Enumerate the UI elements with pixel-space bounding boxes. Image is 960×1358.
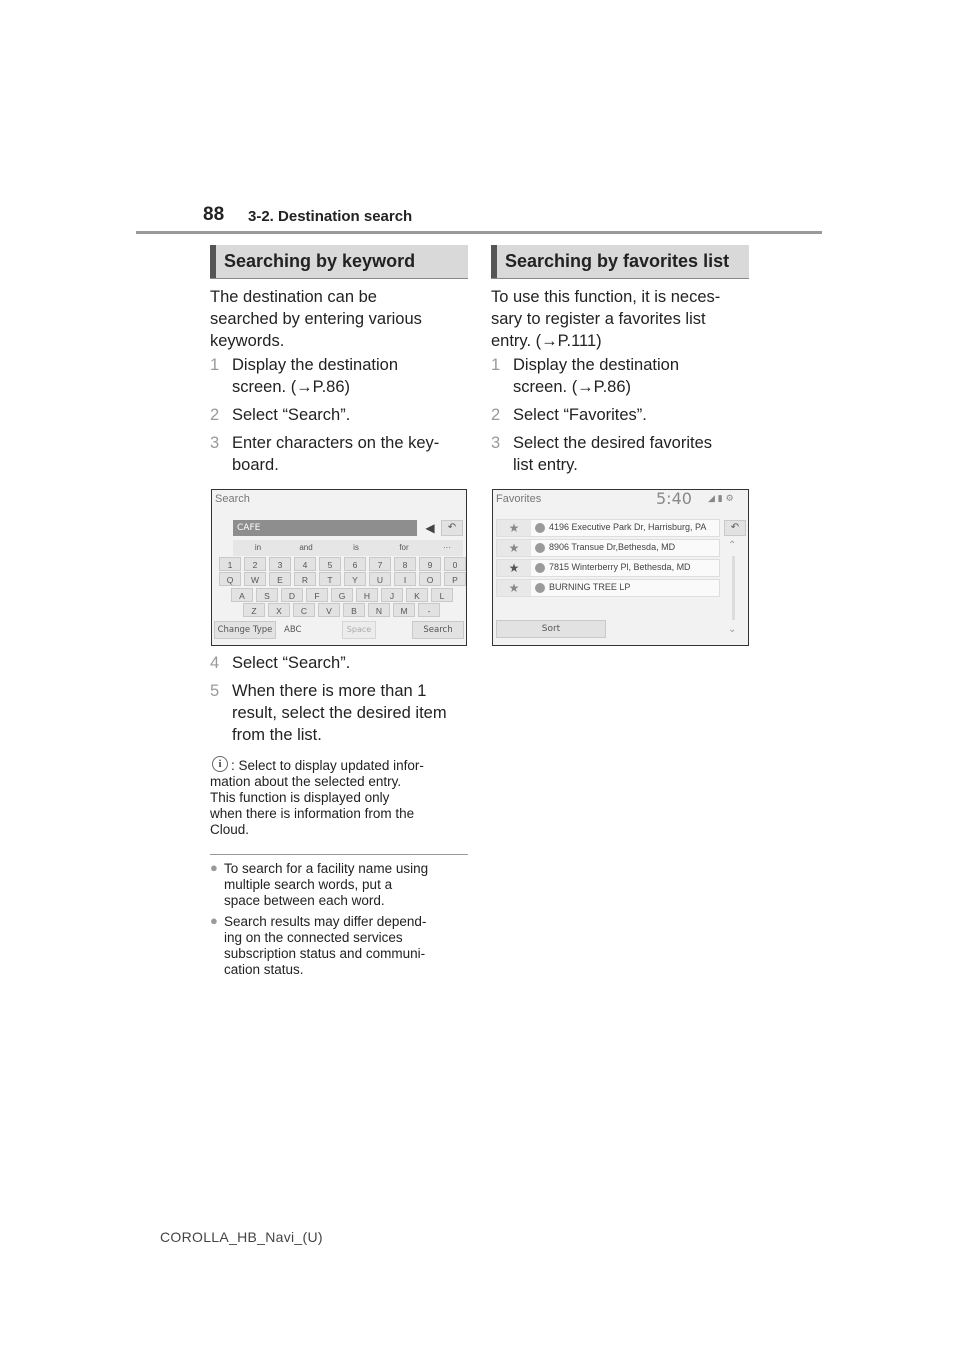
intro-keyword	[210, 286, 422, 352]
keyboard-key[interactable]: J	[381, 588, 403, 602]
step-number: 3	[491, 434, 501, 452]
star-icon[interactable]: ★	[497, 540, 531, 556]
intro-line: searched by entering various	[210, 310, 422, 328]
step-3	[491, 432, 749, 476]
heading-favorites: Searching by favorites list	[491, 245, 749, 278]
keyboard-key[interactable]: U	[369, 572, 391, 586]
suggestion-item[interactable]: and	[299, 543, 313, 552]
keyboard-key[interactable]: Y	[344, 572, 366, 586]
keyboard-key[interactable]: Z	[243, 603, 265, 617]
step-line: Select “Favorites”.	[513, 406, 647, 424]
info-icon: i	[212, 756, 228, 772]
star-icon[interactable]: ★	[497, 520, 531, 536]
favorite-row[interactable]	[496, 539, 720, 557]
bullet-line: To search for a facility name using	[224, 861, 429, 876]
step-5	[210, 680, 468, 746]
keyboard-key[interactable]: S	[256, 588, 278, 602]
step-1	[491, 354, 749, 398]
keyboard-key[interactable]: 3	[269, 557, 291, 571]
keyboard-key[interactable]: A	[231, 588, 253, 602]
step-line: Display the destination	[513, 356, 680, 374]
keyboard-key[interactable]: 6	[344, 557, 366, 571]
signal-icon: ◢	[708, 494, 715, 504]
settings-icon: ⚙	[725, 494, 734, 504]
bullet-note: ● To search for a facility name using multiple search words, put a space between each word.	[210, 860, 429, 908]
suggestion-item[interactable]: in	[254, 543, 262, 552]
keyboard-key[interactable]: 4	[294, 557, 316, 571]
backspace-icon[interactable]: ◀	[425, 521, 435, 535]
keyboard-key[interactable]: D	[281, 588, 303, 602]
step-number: 1	[491, 356, 501, 374]
favorite-label: 8906 Transue Dr,Bethesda, MD	[549, 542, 676, 552]
suggestion-item[interactable]: is	[353, 543, 359, 552]
suggestion-item[interactable]: for	[399, 543, 409, 552]
keyboard-key[interactable]: -	[418, 603, 440, 617]
step-line: list entry.	[513, 456, 578, 474]
page-number: 88	[203, 204, 225, 225]
location-icon	[535, 523, 545, 533]
step-4	[210, 652, 468, 674]
step-number: 2	[491, 406, 501, 424]
search-button[interactable]: Search	[412, 621, 464, 639]
keyboard-key[interactable]: R	[294, 572, 316, 586]
intro-line: entry. (→P.111)	[491, 332, 602, 350]
section-title: 3-2. Destination search	[248, 208, 413, 225]
favorite-row[interactable]	[496, 579, 720, 597]
keyboard-key[interactable]: 9	[419, 557, 441, 571]
intro-line: keywords.	[210, 332, 285, 350]
keyboard-key[interactable]: I	[394, 572, 416, 586]
step-line: from the list.	[232, 726, 322, 744]
keyboard-key[interactable]: T	[319, 572, 341, 586]
step-line: Enter characters on the key-	[232, 434, 440, 452]
heading-underline	[210, 278, 468, 279]
battery-icon: ▮	[717, 494, 723, 504]
bullet-line: ing on the connected services	[224, 930, 403, 945]
keyboard-key[interactable]: E	[269, 572, 291, 586]
keyboard-key[interactable]: M	[393, 603, 415, 617]
keyboard-key[interactable]: 5	[319, 557, 341, 571]
suggestion-item[interactable]: ···	[443, 543, 451, 552]
step-number: 2	[210, 406, 220, 424]
star-icon[interactable]: ★	[497, 560, 531, 576]
intro-line: sary to register a favorites list	[491, 310, 706, 328]
note-line: : Select to display updated infor-	[231, 758, 424, 773]
intro-line: To use this function, it is neces-	[491, 288, 721, 306]
change-type-button[interactable]: Change Type	[214, 621, 276, 639]
info-note	[210, 758, 468, 838]
step-line: Display the destination	[232, 356, 399, 374]
back-icon[interactable]: ↶	[441, 520, 463, 536]
keyboard-key[interactable]: L	[431, 588, 453, 602]
step-number: 3	[210, 434, 220, 452]
keyboard-key[interactable]: 7	[369, 557, 391, 571]
favorite-row[interactable]	[496, 559, 720, 577]
scroll-down-icon[interactable]: ⌄	[728, 624, 737, 635]
bullet-line: subscription status and communi-	[224, 946, 426, 961]
search-screen-title: Search	[215, 493, 250, 505]
header-rule	[136, 231, 822, 234]
note-line: mation about the selected entry.	[210, 774, 402, 789]
step-line: screen. (→P.86)	[232, 378, 350, 396]
keyboard-key[interactable]: 2	[244, 557, 266, 571]
location-icon	[535, 543, 545, 553]
scrollbar[interactable]	[732, 556, 735, 620]
status-icons	[708, 494, 734, 504]
step-line: result, select the desired item	[232, 704, 447, 722]
favorite-label: 7815 Winterberry Pl, Bethesda, MD	[549, 562, 691, 572]
keyboard-key[interactable]: F	[306, 588, 328, 602]
step-line: Select the desired favorites	[513, 434, 713, 452]
bullet-line: cation status.	[224, 962, 304, 977]
bullet-line: space between each word.	[224, 893, 385, 908]
step-number: 5	[210, 682, 220, 700]
step-line: screen. (→P.86)	[513, 378, 631, 396]
keyboard-key[interactable]: H	[356, 588, 378, 602]
keyboard-key[interactable]: X	[268, 603, 290, 617]
step-line: board.	[232, 456, 279, 474]
location-icon	[535, 583, 545, 593]
clock: 5:40	[656, 489, 692, 508]
keyboard-key[interactable]: 0	[444, 557, 466, 571]
keyboard-key[interactable]: W	[244, 572, 266, 586]
footer-doc-id: COROLLA_HB_Navi_(U)	[160, 1229, 323, 1245]
step-number: 4	[210, 654, 220, 672]
step-line: Select “Search”.	[232, 654, 351, 672]
bullet-note: ● Search results may differ depend- ing on the connected services subscription status and communi- cation status.	[210, 913, 427, 977]
note-line: Cloud.	[210, 822, 250, 837]
note-line: when there is information from the	[210, 806, 415, 821]
bullet-line: multiple search words, put a	[224, 877, 393, 892]
step-line: When there is more than 1	[232, 682, 427, 700]
abc-button[interactable]: ABC	[284, 625, 302, 635]
heading-keyword: Searching by keyword	[210, 245, 468, 278]
step-line: Select “Search”.	[232, 406, 351, 424]
step-3	[210, 432, 468, 476]
notes-divider	[210, 854, 468, 855]
favorite-label: 4196 Executive Park Dr, Harrisburg, PA	[549, 522, 707, 532]
favorites-screen-title: Favorites	[496, 493, 542, 505]
keyboard-key[interactable]: N	[368, 603, 390, 617]
keyboard-key[interactable]: Q	[219, 572, 241, 586]
heading-underline	[491, 278, 749, 279]
step-2	[491, 404, 749, 426]
keyboard-key[interactable]: 1	[219, 557, 241, 571]
keyboard-key[interactable]: B	[343, 603, 365, 617]
note-line: This function is displayed only	[210, 790, 390, 805]
sort-button[interactable]: Sort	[496, 620, 606, 638]
step-2	[210, 404, 468, 426]
intro-line: The destination can be	[210, 288, 377, 306]
back-icon[interactable]: ↶	[724, 520, 746, 536]
keyboard-key[interactable]: K	[406, 588, 428, 602]
step-number: 1	[210, 356, 220, 374]
keyboard-key[interactable]: C	[293, 603, 315, 617]
favorite-row[interactable]	[496, 519, 720, 537]
bullet-line: Search results may differ depend-	[224, 914, 427, 929]
step-1	[210, 354, 468, 398]
keyboard-key[interactable]: O	[419, 572, 441, 586]
scroll-up-icon[interactable]: ⌃	[728, 540, 737, 551]
keyboard-key[interactable]: 8	[394, 557, 416, 571]
intro-favorites	[491, 286, 720, 352]
keyboard-key[interactable]: P	[444, 572, 466, 586]
star-icon[interactable]: ★	[497, 580, 531, 596]
keyboard-key[interactable]: G	[331, 588, 353, 602]
search-input[interactable]: CAFE	[233, 520, 417, 536]
location-icon	[535, 563, 545, 573]
favorite-label: BURNING TREE LP	[549, 582, 631, 592]
space-button[interactable]: Space	[342, 621, 376, 639]
keyboard-key[interactable]: V	[318, 603, 340, 617]
